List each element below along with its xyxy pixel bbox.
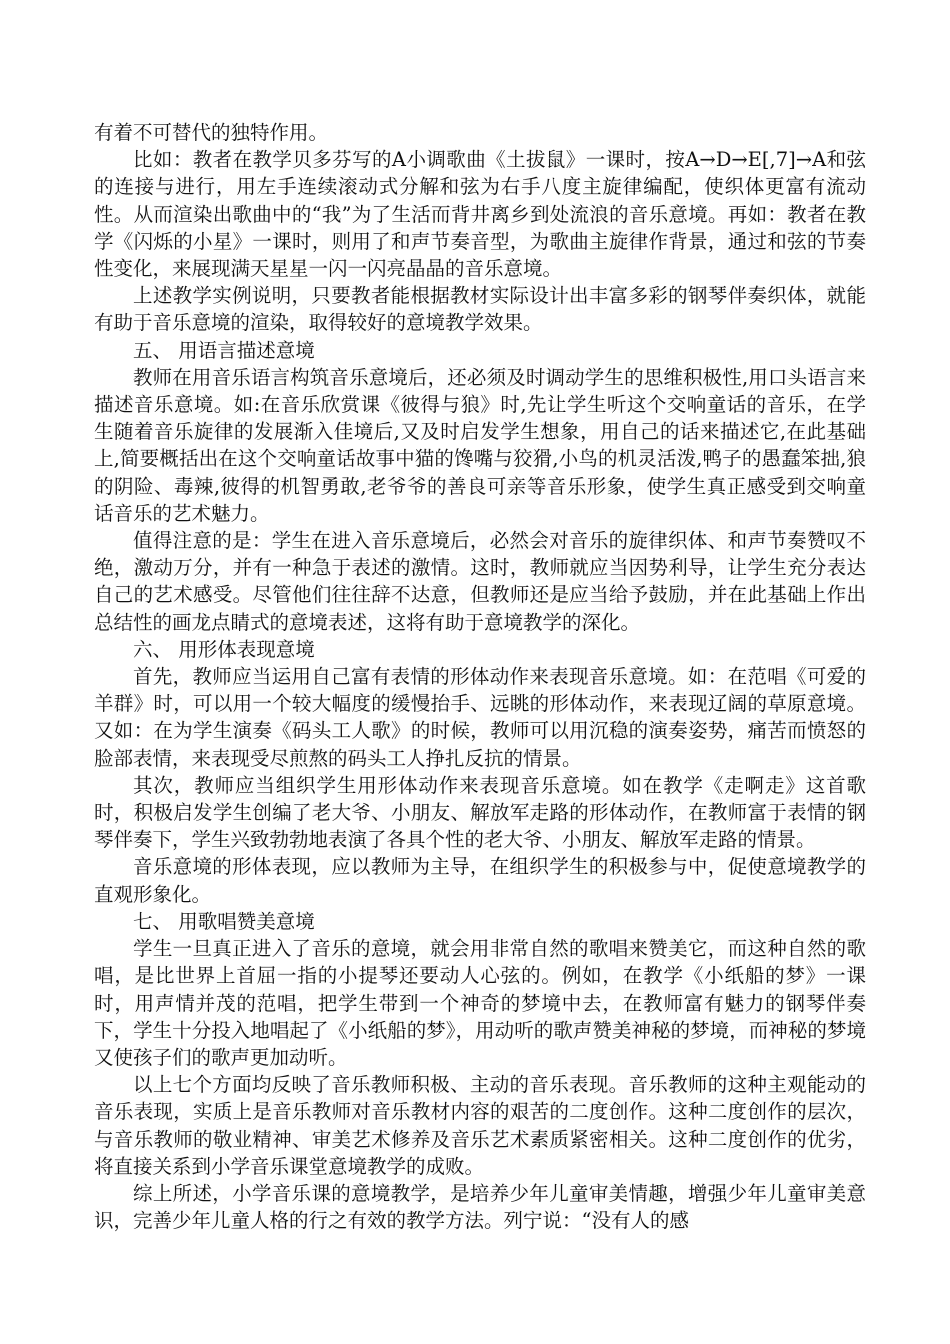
section-heading-5: 五、 用语言描述意境 (133, 338, 315, 362)
document-page (94, 119, 866, 1234)
section-heading-7: 七、 用歌唱赞美意境 (133, 909, 315, 933)
paragraph: 综上所述，小学音乐课的意境教学，是培养少年儿童审美情趣，增强少年儿童审美意识，完善少年儿童人格的行之有效的教学方法。列宁说：“没有人的感 (94, 1181, 866, 1233)
section-heading-6: 六、 用形体表现意境 (133, 637, 315, 661)
paragraph: 教师在用音乐语言构筑音乐意境后，还必须及时调动学生的思维积极性,用口头语言来描述音乐意境。如:在音乐欣赏课《彼得与狼》时,先让学生听这个交响童话的音乐，在学生随着音乐旋律的发展渐入佳境后,又及时启发学生想象，用自己的话来描述它,在此基础上,简要概括出在这个交响童话故事中猫的馋嘴与狡猾,小鸟的机灵活泼,鸭子的愚蠢笨拙,狼的阴险、毒辣,彼得的机智勇敢,老爷爷的善良可亲等音乐形象，使学生真正感受到交响童话音乐的艺术魅力。 (94, 365, 866, 525)
paragraph: 学生一旦真正进入了音乐的意境，就会用非常自然的歌唱来赞美它，而这种自然的歌唱，是比世界上首屈一指的小提琴还要动人心弦的。例如，在教学《小纸船的梦》一课时，用声情并茂的范唱，把学生带到一个神奇的梦境中去，在教师富有魅力的钢琴伴奏下，学生十分投入地唱起了《小纸船的梦》，用动听的歌声赞美神秘的梦境，而神秘的梦境又使孩子们的歌声更加动听。 (94, 937, 866, 1069)
paragraph: 比如：教者在教学贝多芬写的A小调歌曲《土拔鼠》一课时，按A→D→E[,7]→A和弦的连接与进行，用左手连续滚动式分解和弦为右手八度主旋律编配，使织体更富有流动性。从而渲染出歌曲中的“我”为了生活而背井离乡到处流浪的音乐意境。再如：教者在教学《闪烁的小星》一课时，则用了和声节奏音型，为歌曲主旋律作背景，通过和弦的节奏性变化，来展现满天星星一闪一闪亮晶晶的音乐意境。 (94, 148, 866, 281)
paragraph: 其次，教师应当组织学生用形体动作来表现音乐意境。如在教学《走啊走》这首歌时，积极启发学生创编了老大爷、小朋友、解放军走路的形体动作，在教师富于表情的钢琴伴奏下，学生兴致勃勃地表演了各具个性的老大爷、小朋友、解放军走路的情景。 (94, 773, 866, 852)
paragraph: 值得注意的是：学生在进入音乐意境后，必然会对音乐的旋律织体、和声节奏赞叹不绝，激动万分，并有一种急于表述的激情。这时，教师就应当因势利导，让学生充分表达自己的艺术感受。尽管他们往往辞不达意，但教师还是应当给予鼓励，并在此基础上作出总结性的画龙点睛式的意境表述，这将有助于意境教学的深化。 (94, 529, 866, 634)
paragraph: 上述教学实例说明，只要教者能根据教材实际设计出丰富多彩的钢琴伴奏织体，就能有助于音乐意境的渲染，取得较好的意境教学效果。 (94, 284, 866, 335)
paragraph: 音乐意境的形体表现，应以教师为主导，在组织学生的积极参与中，促使意境教学的直观形象化。 (94, 855, 866, 906)
paragraph-continuation: 有着不可替代的独特作用。 (94, 121, 329, 144)
paragraph: 首先，教师应当运用自己富有表情的形体动作来表现音乐意境。如：在范唱《可爱的羊群》时，可以用一个较大幅度的缓慢抬手、远眺的形体动作，来表现辽阔的草原意境。又如：在为学生演奏《码头工人歌》的时候，教师可以用沉稳的演奏姿势，痛苦而愤怒的脸部表情，来表现受尽煎熬的码头工人挣扎反抗的情景。 (94, 665, 866, 770)
paragraph: 以上七个方面均反映了音乐教师积极、主动的音乐表现。音乐教师的这种主观能动的音乐表现，实质上是音乐教师对音乐教材内容的艰苦的二度创作。这种二度创作的层次，与音乐教师的敬业精神、审美艺术修养及音乐艺术素质紧密相关。这种二度创作的优劣，将直接关系到小学音乐课堂意境教学的成败。 (94, 1073, 866, 1178)
